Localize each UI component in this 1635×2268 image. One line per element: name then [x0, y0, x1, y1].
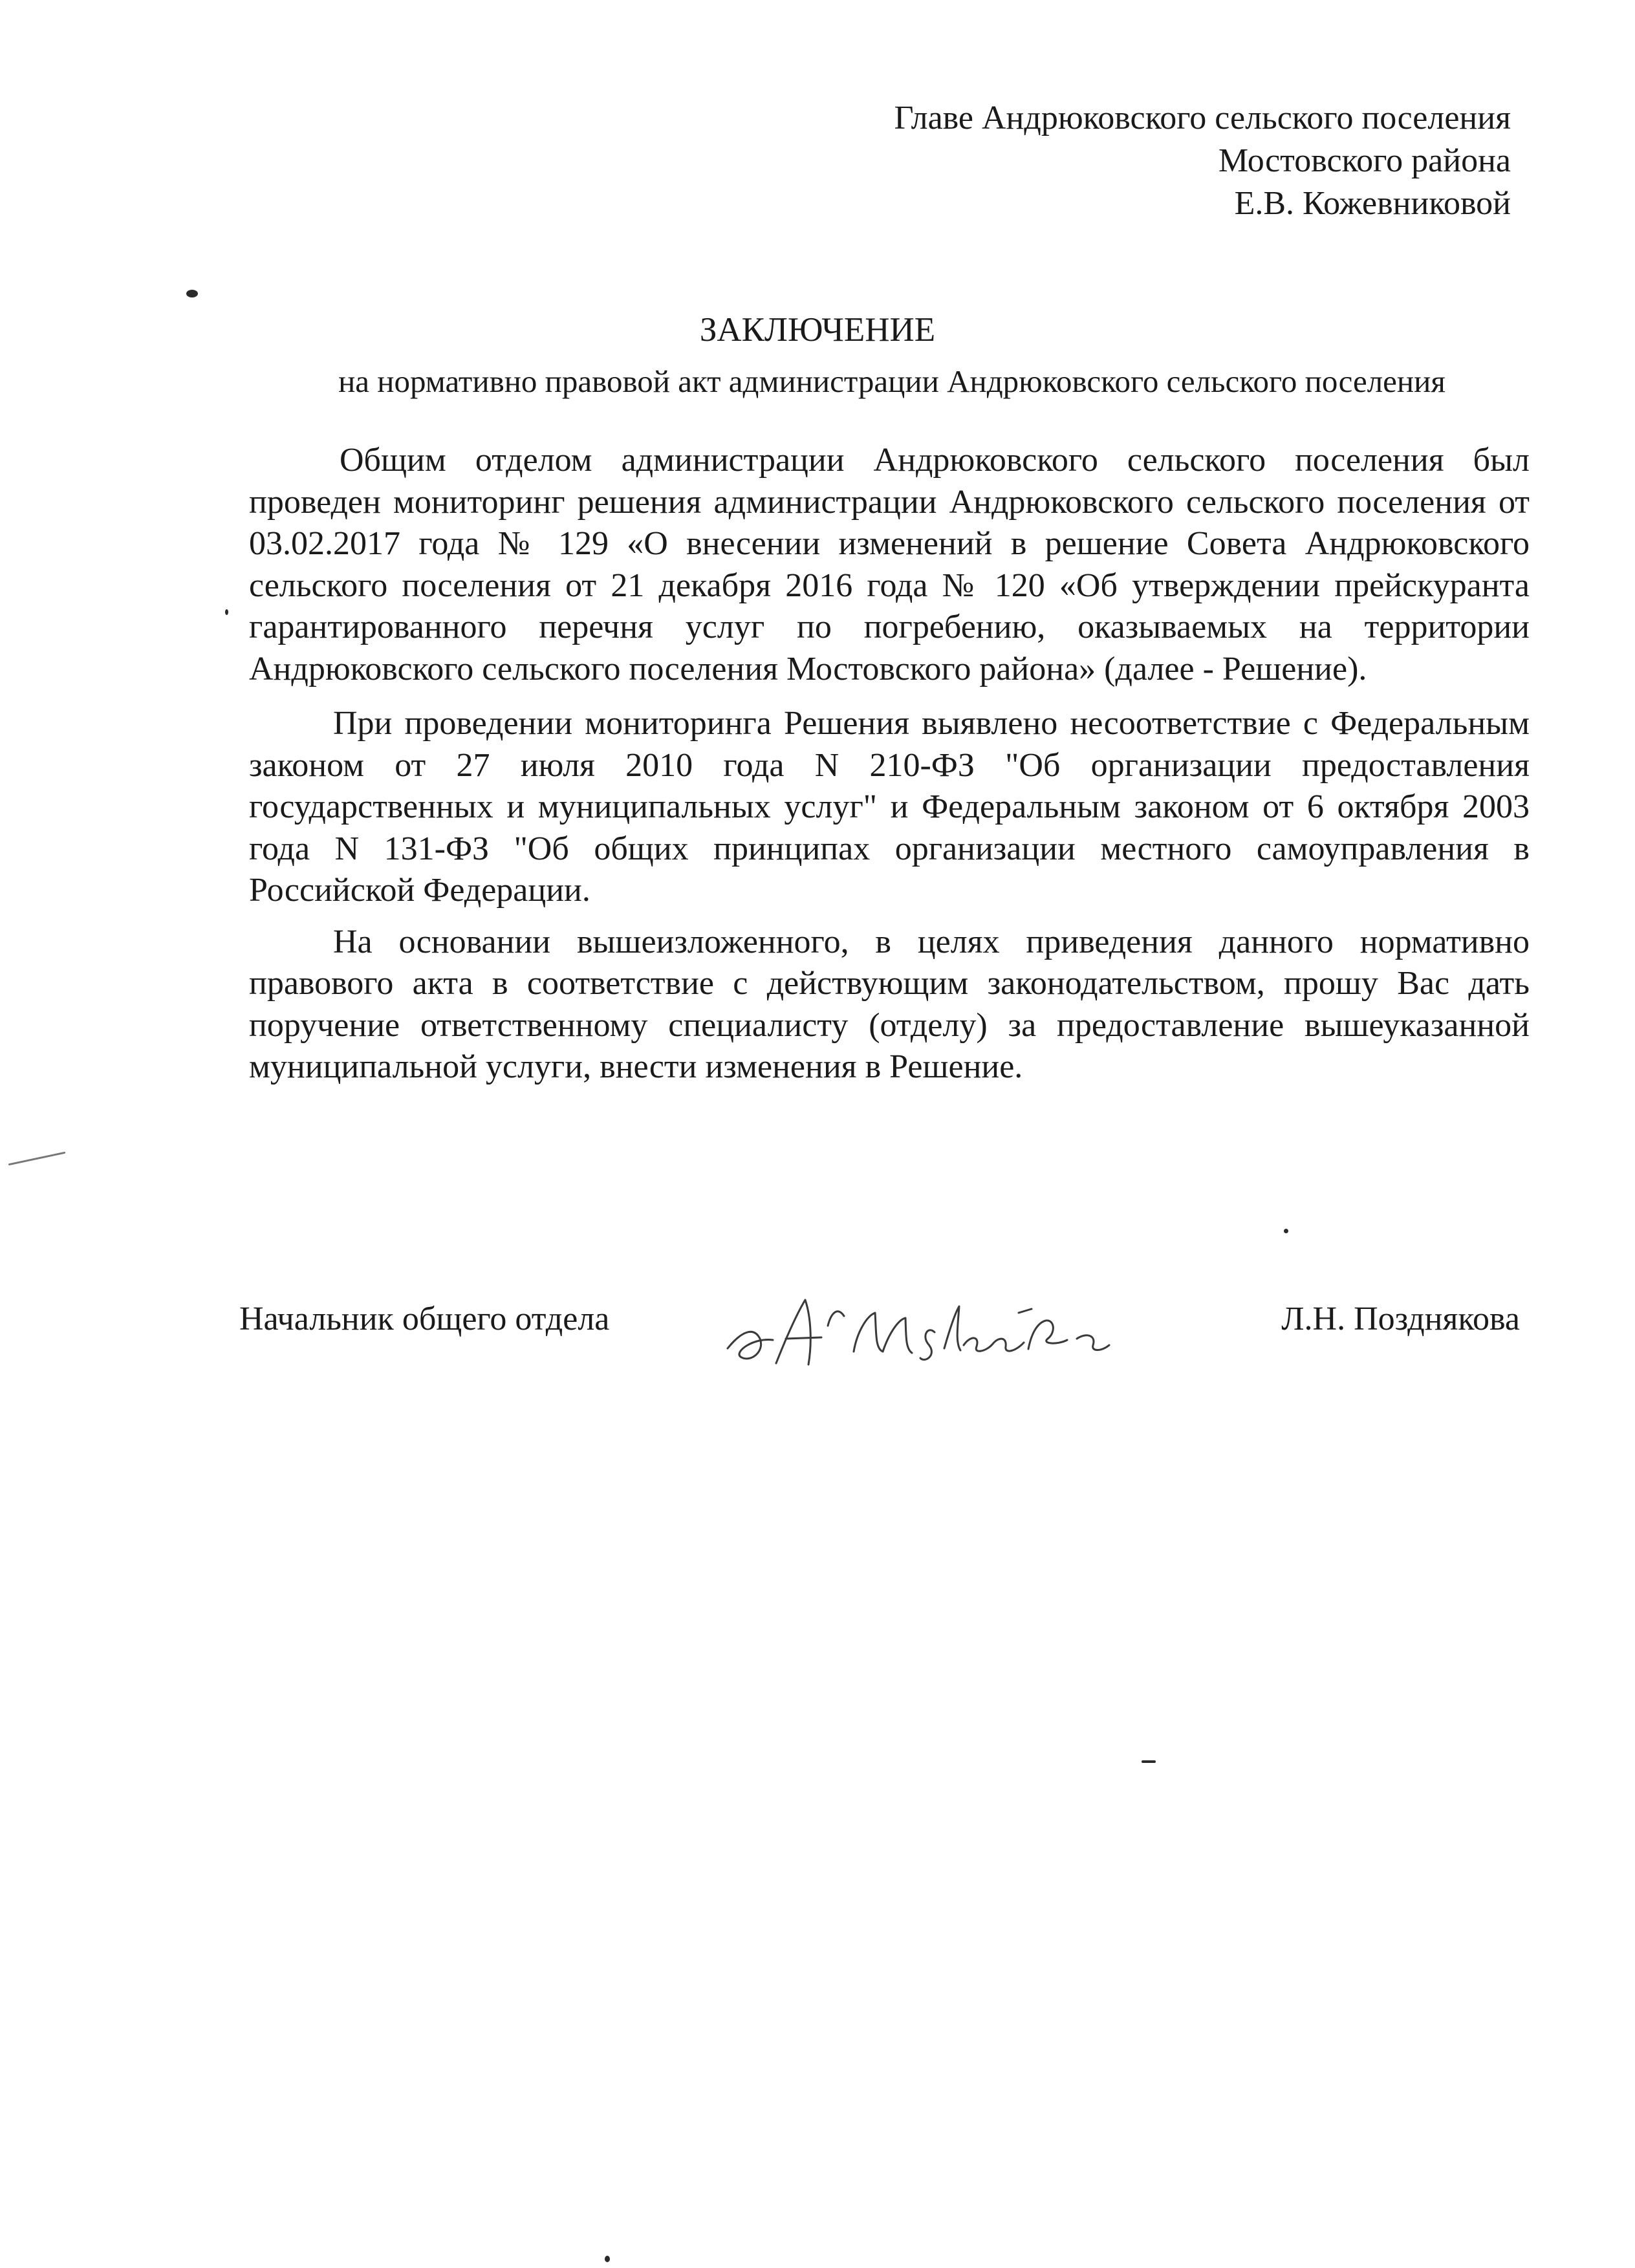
paragraph-monitoring: Общим отделом администрации Андрюковского сельского поселения был проведен мониторинг решения администрации Андрюковского сельского поселения от 03.02.2017 года № 129 «О внесении изменений в решение Совета Андрюковского сельского поселения от 21 декабря 2016 года № 120 «Об утверждении прейскуранта гарантированного перечня услуг по погребению, оказываемых на территории Андрюковского сельского поселения Мостовского района» (далее - Решение).	[249, 442, 1530, 687]
addressee-block	[894, 97, 1511, 225]
signature-row	[239, 1293, 1520, 1371]
paragraph-findings: При проведении мониторинга Решения выявлено несоответствие с Федеральным законом от 27 июля 2010 года N 210-ФЗ "Об организации предоставления государственных и муниципальных услуг" и Федеральным законом от 6 октября 2003 года N 131-ФЗ "Об общих принципах организации местного самоуправления в Российской Федерации.	[249, 705, 1530, 909]
handwritten-signature	[715, 1287, 1116, 1377]
scan-speck	[605, 2256, 610, 2262]
addressee-line-3: Е.В. Кожевниковой	[1234, 185, 1511, 222]
signatory-position: Начальник общего отдела	[239, 1301, 610, 1337]
addressee-line-2: Мостовского района	[1218, 142, 1511, 179]
scan-speck	[8, 1152, 66, 1166]
document-body	[249, 440, 1530, 1088]
scan-speck	[1142, 1760, 1156, 1763]
scan-speck	[186, 290, 198, 297]
document-title: ЗАКЛЮЧЕНИЕ	[699, 311, 936, 349]
signatory-name: Л.Н. Позднякова	[1281, 1301, 1520, 1337]
document-subtitle: на нормативно правовой акт администрации Андрюковского сельского поселения	[338, 363, 1446, 399]
addressee-line-1: Главе Андрюковского сельского поселения	[894, 100, 1511, 136]
paragraph-request: На основании вышеизложенного, в целях приведения данного нормативно правового акта в соответствие с действующим законодательством, прошу Вас дать поручение ответственному специалисту (отделу) за предоставление вышеуказанной муниципальной услуги, внести изменения в Решение.	[249, 923, 1530, 1085]
scan-speck	[1284, 1229, 1288, 1233]
scan-speck	[225, 609, 228, 615]
